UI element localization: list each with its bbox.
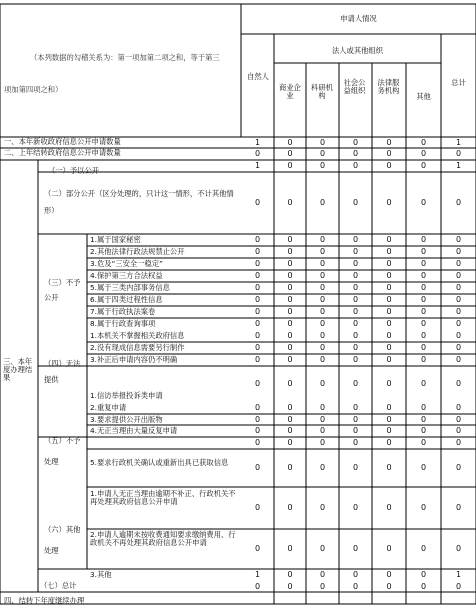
header-applicant: 申请人情况	[340, 14, 377, 23]
table-cell: 0	[254, 259, 261, 268]
table-cell: 0	[386, 138, 392, 147]
table-cell: 0	[254, 355, 261, 364]
table-cell: 0	[319, 138, 326, 147]
table-cell: 0	[455, 198, 462, 207]
table-cell: 0	[287, 161, 293, 170]
table-cell: 0	[386, 331, 392, 340]
table-cell: 0	[254, 463, 261, 472]
table-cell: 0	[319, 247, 326, 256]
table-cell: 0	[386, 379, 392, 388]
not-disclosed-reason: 4.保护第三方合法权益	[90, 271, 163, 280]
table-cell: 0	[420, 570, 427, 579]
table-cell: 0	[319, 161, 326, 170]
not-processed-reason: 4.无正当理由大量反复申请	[90, 426, 178, 435]
table-cell: 0	[455, 426, 462, 435]
table-cell: 0	[386, 161, 392, 170]
table-cell: 0	[319, 355, 326, 364]
table-cell: 0	[319, 271, 326, 280]
label-not-disclosed: （三）不予公开	[44, 278, 81, 303]
table-cell: 0	[254, 319, 261, 328]
table-cell: 0	[386, 355, 392, 364]
table-cell: 0	[386, 403, 392, 412]
table-cell: 0	[319, 283, 326, 292]
table-cell: 1	[254, 138, 261, 147]
table-cell: 0	[420, 331, 427, 340]
table-cell: 0	[254, 415, 261, 424]
table-cell: 0	[319, 415, 326, 424]
table-cell: 0	[455, 379, 462, 388]
table-cell: 0	[455, 438, 462, 447]
table-cell: 0	[287, 570, 293, 579]
table-cell: 0	[386, 343, 392, 352]
table-cell: 0	[319, 426, 326, 435]
table-cell: 0	[287, 319, 293, 328]
table-cell: 0	[420, 355, 427, 364]
table-cell: 0	[287, 331, 293, 340]
table-cell: 0	[386, 235, 392, 244]
table-cell: 0	[287, 379, 293, 388]
table-cell: 0	[319, 403, 326, 412]
table-cell: 0	[287, 247, 293, 256]
table-cell: 0	[352, 319, 359, 328]
table-cell: 0	[319, 503, 326, 512]
table-cell: 0	[254, 149, 261, 158]
table-cell: 0	[420, 149, 427, 158]
table-cell: 0	[287, 438, 293, 447]
not-disclosed-reason: 1.属于国家秘密	[90, 235, 141, 244]
table-cell: 0	[386, 307, 392, 316]
table-cell: 1	[455, 161, 462, 170]
table-cell: 0	[287, 426, 293, 435]
table-cell: 0	[287, 235, 293, 244]
table-cell: 0	[254, 283, 261, 292]
table-cell: 0	[254, 198, 261, 207]
table-cell: 0	[319, 319, 326, 328]
other-processing-reason: 1.申请人无正当理由逾期不补正、行政机关不再处理其政府信息公开申请	[90, 489, 236, 507]
header-other: 其他	[416, 92, 431, 101]
unable-reason: 3.补正后申请内容仍不明确	[90, 355, 178, 364]
table-cell: 0	[386, 295, 392, 304]
other-processing-reason: 3.其他	[90, 570, 112, 579]
table-cell: 0	[352, 295, 359, 304]
table-cell: 0	[455, 331, 462, 340]
table-cell: 0	[455, 463, 462, 472]
table-cell: 1	[254, 570, 261, 579]
label-unable-to-provide: （四）无法提供	[44, 359, 81, 385]
table-cell: 0	[352, 331, 359, 340]
table-cell: 0	[287, 295, 293, 304]
table-cell: 0	[455, 343, 462, 352]
table-cell: 0	[386, 149, 392, 158]
not-disclosed-reason: 3.危及“三安全一稳定”	[90, 259, 163, 268]
table-cell: 0	[352, 544, 359, 553]
table-cell: 1	[254, 161, 261, 170]
header-research: 科研机构	[311, 83, 333, 101]
table-cell: 0	[319, 343, 326, 352]
table-cell: 0	[420, 582, 427, 591]
table-cell: 0	[386, 544, 392, 553]
label-grand-total: （七）总计	[40, 581, 77, 590]
table-cell: 0	[352, 271, 359, 280]
header-total: 总计	[451, 78, 466, 87]
table-cell: 0	[319, 295, 326, 304]
not-disclosed-reason: 8.属于行政查询事项	[90, 319, 156, 328]
table-cell: 0	[287, 415, 293, 424]
table-cell: 0	[254, 379, 261, 388]
table-cell: 0	[455, 247, 462, 256]
table-cell: 0	[287, 544, 293, 553]
header-legal-group: 法人或其他组织	[331, 46, 384, 55]
table-cell: 0	[386, 415, 392, 424]
table-cell: 0	[420, 283, 427, 292]
not-disclosed-reason: 5.属于三类内部事务信息	[90, 283, 170, 292]
table-cell: 0	[420, 161, 427, 170]
table-cell: 0	[352, 259, 359, 268]
label-partially-disclosed: （二）部分公开（区分处理的，只计这一情形，不计其他情形）	[44, 189, 234, 215]
table-cell: 0	[352, 570, 359, 579]
table-cell: 0	[420, 319, 427, 328]
table-cell: 0	[420, 138, 427, 147]
table-cell: 0	[420, 503, 427, 512]
table-cell: 0	[319, 582, 326, 591]
not-disclosed-reason: 7.属于行政执法案卷	[90, 307, 156, 316]
header-natural-person: 自然人	[247, 72, 269, 81]
table-cell: 0	[455, 503, 462, 512]
table-cell: 0	[352, 343, 359, 352]
table-cell: 0	[254, 235, 261, 244]
table-cell: 0	[455, 149, 462, 158]
table-cell: 0	[254, 343, 261, 352]
table-cell: 0	[455, 403, 462, 412]
table-cell: 1	[455, 570, 462, 579]
table-cell: 0	[352, 403, 359, 412]
header-social: 社会公益组织	[343, 78, 366, 96]
table-cell: 0	[254, 426, 261, 435]
label-new-applications: 一、本年新收政府信息公开申请数量	[4, 137, 121, 146]
table-cell: 0	[352, 235, 359, 244]
not-disclosed-reason: 2.其他法律行政法规禁止公开	[90, 247, 185, 256]
table-cell: 0	[319, 307, 326, 316]
table-cell: 0	[420, 259, 427, 268]
table-cell: 0	[352, 503, 359, 512]
table-cell: 0	[352, 138, 359, 147]
table-cell: 0	[386, 259, 392, 268]
table-cell: 0	[287, 582, 293, 591]
label-other-processing: （六）其他处理	[44, 525, 81, 556]
table-cell: 0	[455, 295, 462, 304]
table-cell: 0	[319, 198, 326, 207]
table-cell: 0	[420, 271, 427, 280]
table-cell: 0	[455, 582, 462, 591]
table-cell: 0	[319, 379, 326, 388]
table-cell: 0	[287, 307, 293, 316]
header-legal-service: 法律服务机构	[377, 78, 400, 96]
table-cell: 0	[386, 503, 392, 512]
header-business: 商业企业	[279, 83, 301, 101]
table-cell: 0	[287, 403, 293, 412]
table-cell: 0	[287, 463, 293, 472]
table-cell: 0	[319, 259, 326, 268]
table-cell: 0	[352, 283, 359, 292]
table-cell: 0	[386, 319, 392, 328]
not-processed-reason: 3.要求提供公开出版物	[90, 415, 163, 424]
unable-reason: 1.本机关不掌握相关政府信息	[90, 331, 185, 340]
table-cell: 0	[254, 271, 261, 280]
table-cell: 0	[420, 247, 427, 256]
table-cell: 0	[254, 503, 261, 512]
table-cell: 0	[420, 307, 427, 316]
table-cell: 0	[420, 343, 427, 352]
table-cell: 0	[352, 149, 359, 158]
header-note: （本列数据的勾稽关系为：第一项加第二项之和，等于第三项加第四项之和）	[4, 53, 220, 94]
table-cell: 0	[287, 355, 293, 364]
label-processing-results: 三、本年度办理结果	[3, 357, 33, 383]
table-cell: 0	[455, 415, 462, 424]
table-cell: 0	[319, 331, 326, 340]
table-cell: 0	[352, 355, 359, 364]
table-cell: 0	[420, 235, 427, 244]
table-cell: 0	[352, 307, 359, 316]
table-cell: 0	[319, 235, 326, 244]
other-processing-reason: 2.申请人逾期未按收费通知要求缴纳费用、行政机关不再处理其政府信息公开申请	[90, 530, 236, 548]
table-cell: 0	[352, 426, 359, 435]
table-cell: 0	[352, 247, 359, 256]
label-disclosed: （一）予以公开	[48, 166, 100, 175]
table-cell: 0	[386, 283, 392, 292]
table-cell: 0	[386, 438, 392, 447]
table-cell: 0	[455, 544, 462, 553]
table-cell: 0	[319, 570, 326, 579]
table-cell: 0	[254, 295, 261, 304]
not-processed-reason: 1.信访举报投诉类申请	[90, 391, 163, 400]
table-cell: 0	[319, 438, 326, 447]
table-cell: 0	[386, 247, 392, 256]
table-cell: 0	[420, 438, 427, 447]
table-cell: 0	[420, 544, 427, 553]
table-cell: 0	[254, 247, 261, 256]
table-cell: 0	[455, 283, 462, 292]
table-cell: 0	[420, 415, 427, 424]
table-cell: 0	[352, 582, 359, 591]
table-cell: 0	[386, 463, 392, 472]
table-cell: 0	[420, 379, 427, 388]
table-cell: 0	[287, 198, 293, 207]
table-cell: 0	[455, 235, 462, 244]
table-cell: 0	[287, 503, 293, 512]
table-cell: 0	[254, 307, 261, 316]
table-cell: 0	[386, 570, 392, 579]
table-cell: 0	[254, 438, 261, 447]
table-cell: 0	[420, 463, 427, 472]
table-cell: 0	[386, 198, 392, 207]
label-not-processed: （五）不予处理	[44, 436, 81, 467]
table-cell: 0	[319, 149, 326, 158]
table-cell: 0	[254, 544, 261, 553]
table-cell: 0	[254, 403, 261, 412]
table-cell: 0	[455, 271, 462, 280]
table-cell: 0	[386, 271, 392, 280]
not-disclosed-reason: 6.属于四类过程性信息	[90, 295, 163, 304]
unable-reason: 2.没有现成信息需要另行制作	[90, 343, 185, 352]
table-cell: 0	[287, 283, 293, 292]
table-cell: 0	[287, 343, 293, 352]
table-cell: 0	[386, 582, 392, 591]
table-cell: 0	[287, 271, 293, 280]
table-cell: 0	[352, 438, 359, 447]
not-processed-reason: 5.要求行政机关确认或重新出具已获取信息	[90, 458, 229, 467]
table-cell: 0	[287, 259, 293, 268]
table-cell: 0	[352, 161, 359, 170]
table-cell: 0	[420, 295, 427, 304]
table-cell: 0	[352, 463, 359, 472]
table-cell: 0	[254, 331, 261, 340]
table-cell: 0	[455, 259, 462, 268]
not-processed-reason: 2.重复申请	[90, 403, 127, 412]
table-cell: 0	[352, 379, 359, 388]
table-cell: 0	[455, 319, 462, 328]
table-cell: 0	[352, 415, 359, 424]
table-cell: 0	[254, 582, 261, 591]
label-carried-to-next-year: 四、结转下年度继续办理	[4, 596, 85, 605]
table-cell: 0	[455, 307, 462, 316]
table-cell: 1	[455, 138, 462, 147]
table-cell: 0	[386, 426, 392, 435]
table-cell: 0	[319, 463, 326, 472]
table-cell: 0	[287, 138, 293, 147]
label-carried-from-last-year: 二、上年结转政府信息公开申请数量	[4, 148, 121, 157]
table-cell: 0	[420, 198, 427, 207]
table-cell: 0	[420, 426, 427, 435]
table-cell: 0	[420, 403, 427, 412]
table-cell: 0	[287, 149, 293, 158]
table-cell: 0	[352, 198, 359, 207]
table-cell: 0	[455, 355, 462, 364]
table-cell: 0	[319, 544, 326, 553]
